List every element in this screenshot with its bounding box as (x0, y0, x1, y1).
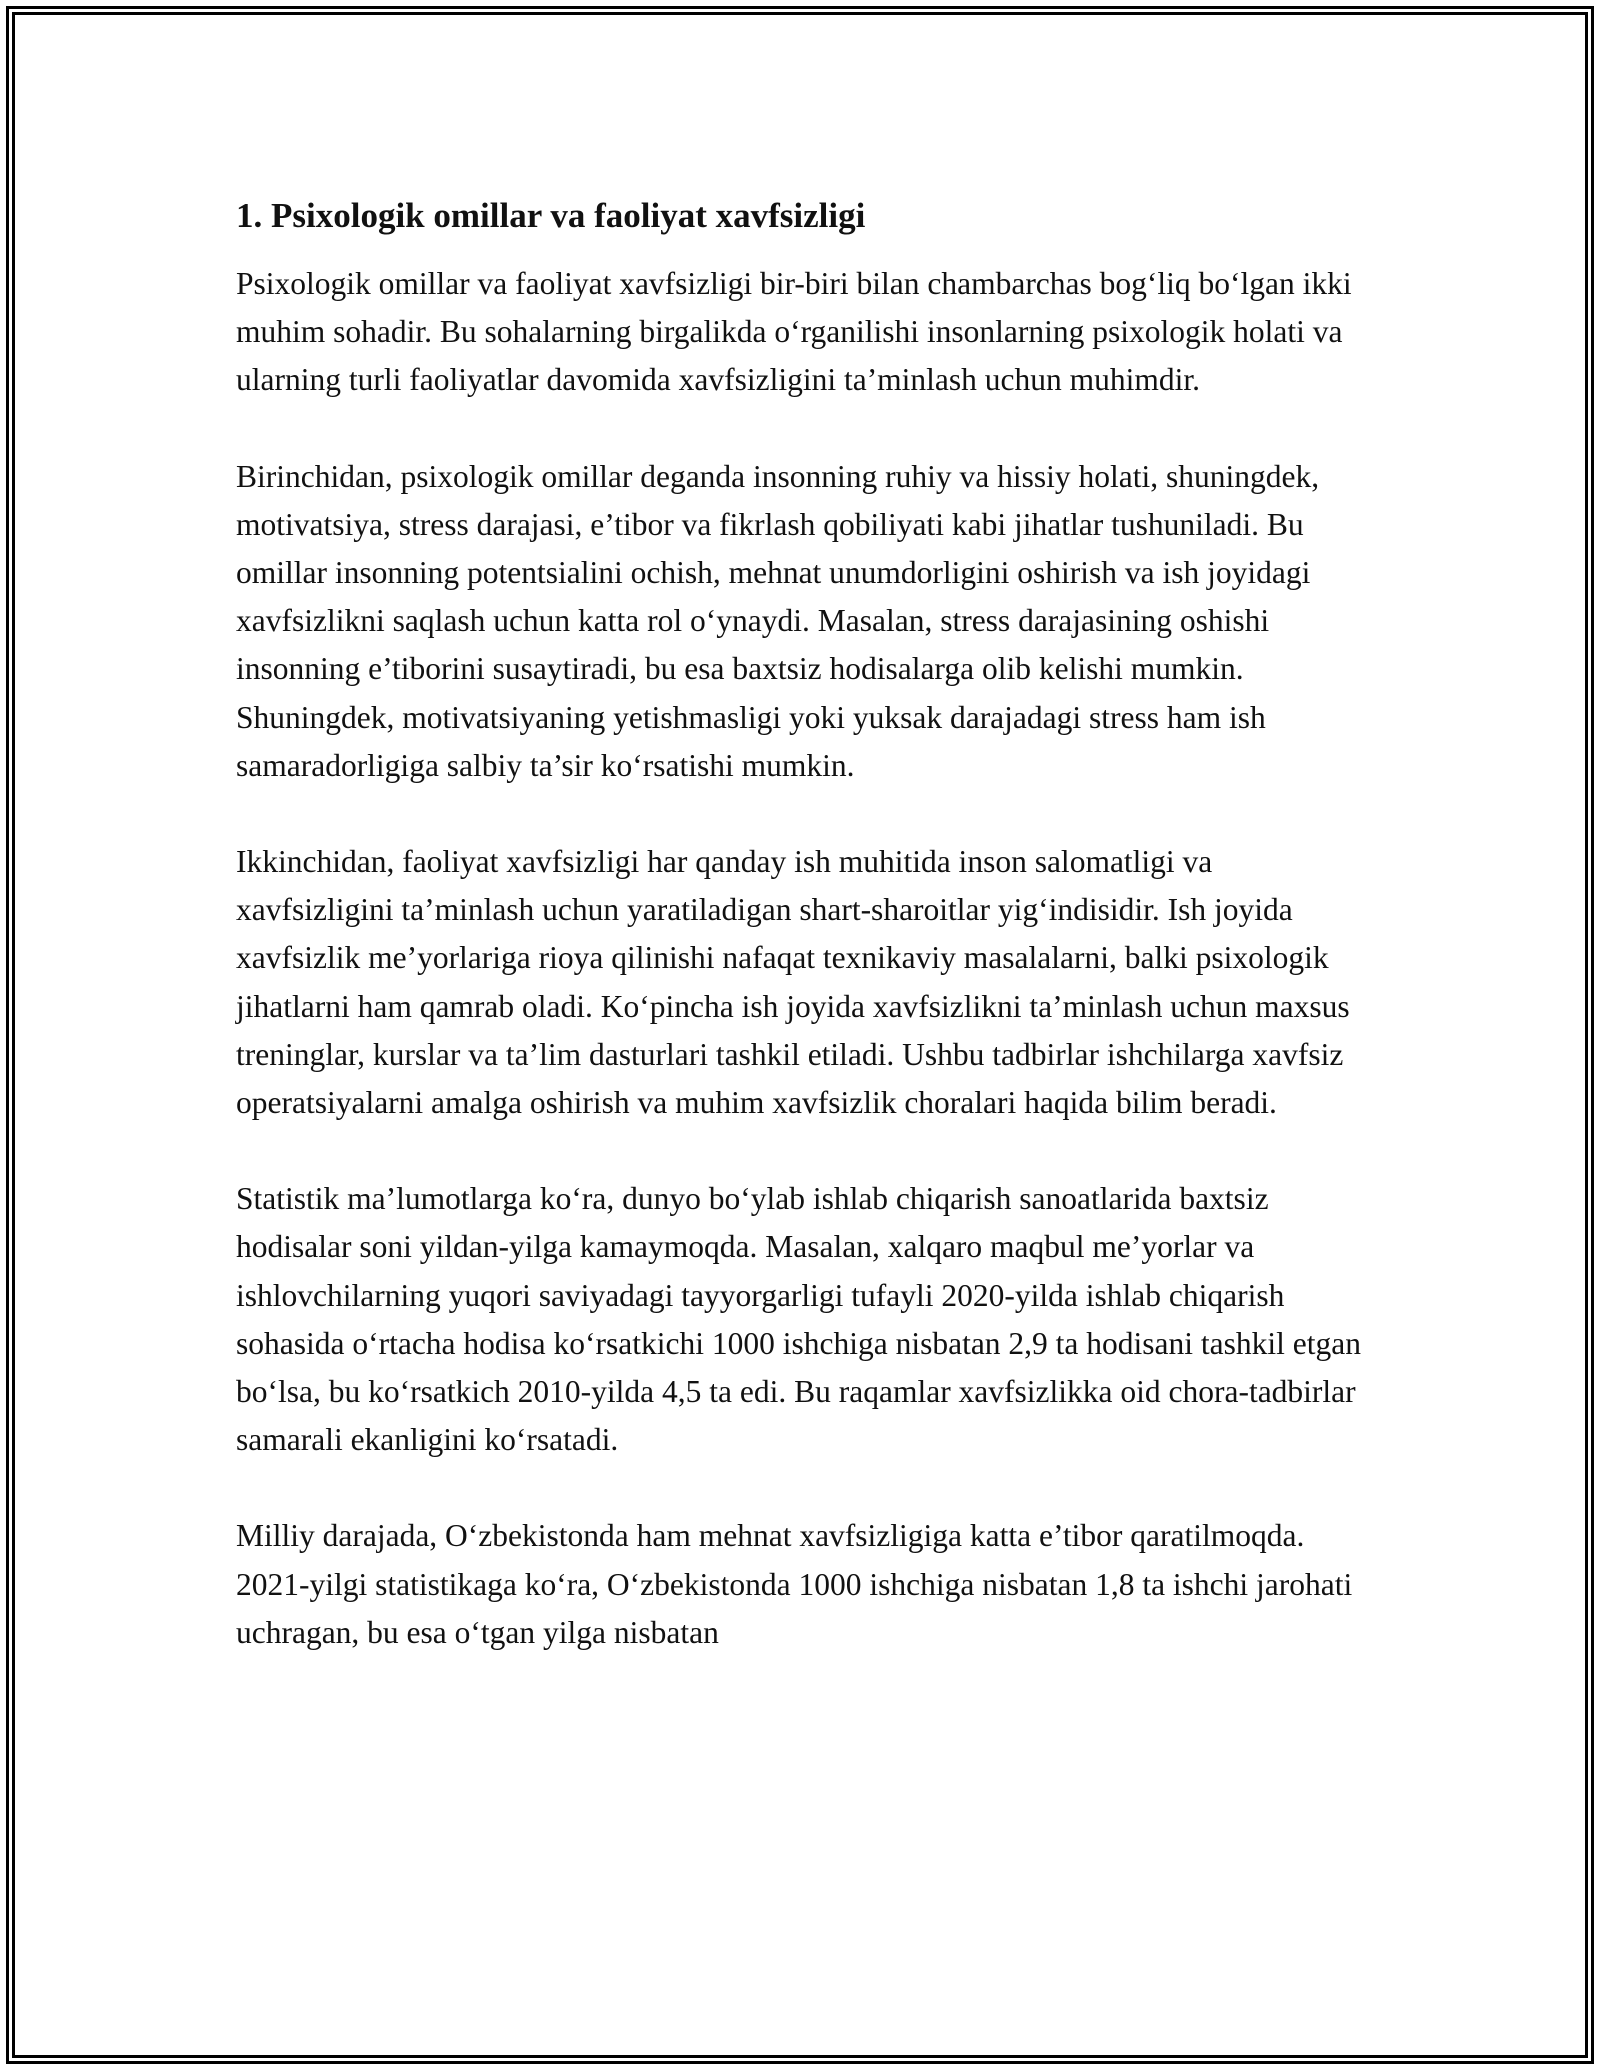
section-heading: 1. Psixologik omillar va faoliyat xavfsizligi (236, 196, 866, 235)
paragraph-psychological-factors: Birinchidan, psixologik omillar deganda insonning ruhiy va hissiy holati, shuningdek, motivatsiya, stress darajasi, e’tibor va fikrlash qobiliyati kabi jihatlar tushuniladi. Bu omillar insonning potentsialini ochish, mehnat unumdorligini oshirish va ish joyidagi xavfsizlikni saqlash uchun katta rol o‘ynaydi. Masalan, stress darajasining oshishi insonning e’tiborini susaytiradi, bu esa baxtsiz hodisalarga olib kelishi mumkin. Shuningdek, motivatsiyaning yetishmasligi yoki yuksak darajadagi stress ham ish samaradorligiga salbiy ta’sir ko‘rsatishi mumkin. (236, 458, 1320, 783)
paragraph-statistics: Statistik ma’lumotlarga ko‘ra, dunyo bo‘ylab ishlab chiqarish sanoatlarida baxtsiz hodisalar soni yildan-yilga kamaymoqda. Masalan, xalqaro maqbul me’yorlar va ishlovchilarning yuqori saviyadagi tayyorgarligi tufayli 2020-yilda ishlab chiqarish sohasida o‘rtacha hodisa ko‘rsatkichi 1000 ishchiga nisbatan 2,9 ta hodisani tashkil etgan bo‘lsa, bu ko‘rsatkich 2010-yilda 4,5 ta edi. Bu raqamlar xavfsizlikka oid chora-tadbirlar samarali ekanligini ko‘rsatadi. (236, 1181, 1361, 1458)
paragraph-intro: Psixologik omillar va faoliyat xavfsizligi bir-biri bilan chambarchas bog‘liq bo‘lgan ikki muhim sohadir. Bu sohalarning birgalikda o‘rganilishi insonlarning psixologik holati va ularning turli faoliyatlar davomida xavfsizligini ta’minlash uchun muhimdir. (236, 266, 1352, 398)
paragraph-activity-safety: Ikkinchidan, faoliyat xavfsizligi har qanday ish muhitida inson salomatligi va xavfsizligini ta’minlash uchun yaratiladigan shart-sharoitlar yig‘indisidir. Ish joyida xavfsizlik me’yorlariga rioya qilinishi nafaqat texnikaviy masalalarni, balki psixologik jihatlarni ham qamrab oladi. Ko‘pincha ish joyida xavfsizlikni ta’minlash uchun maxsus treninglar, kurslar va ta’lim dasturlari tashkil etiladi. Ushbu tadbirlar ishchilarga xavfsiz operatsiyalarni amalga oshirish va muhim xavfsizlik choralari haqida bilim beradi. (236, 844, 1350, 1121)
paragraph-national-level: Milliy darajada, O‘zbekistonda ham mehnat xavfsizligiga katta e’tibor qaratilmoqda. 2021-yilgi statistikaga ko‘ra, O‘zbekistonda 1000 ishchiga nisbatan 1,8 ta ishchi jarohati uchragan, bu esa o‘tgan yilga nisbatan (236, 1518, 1353, 1650)
document-body (236, 190, 1376, 1705)
